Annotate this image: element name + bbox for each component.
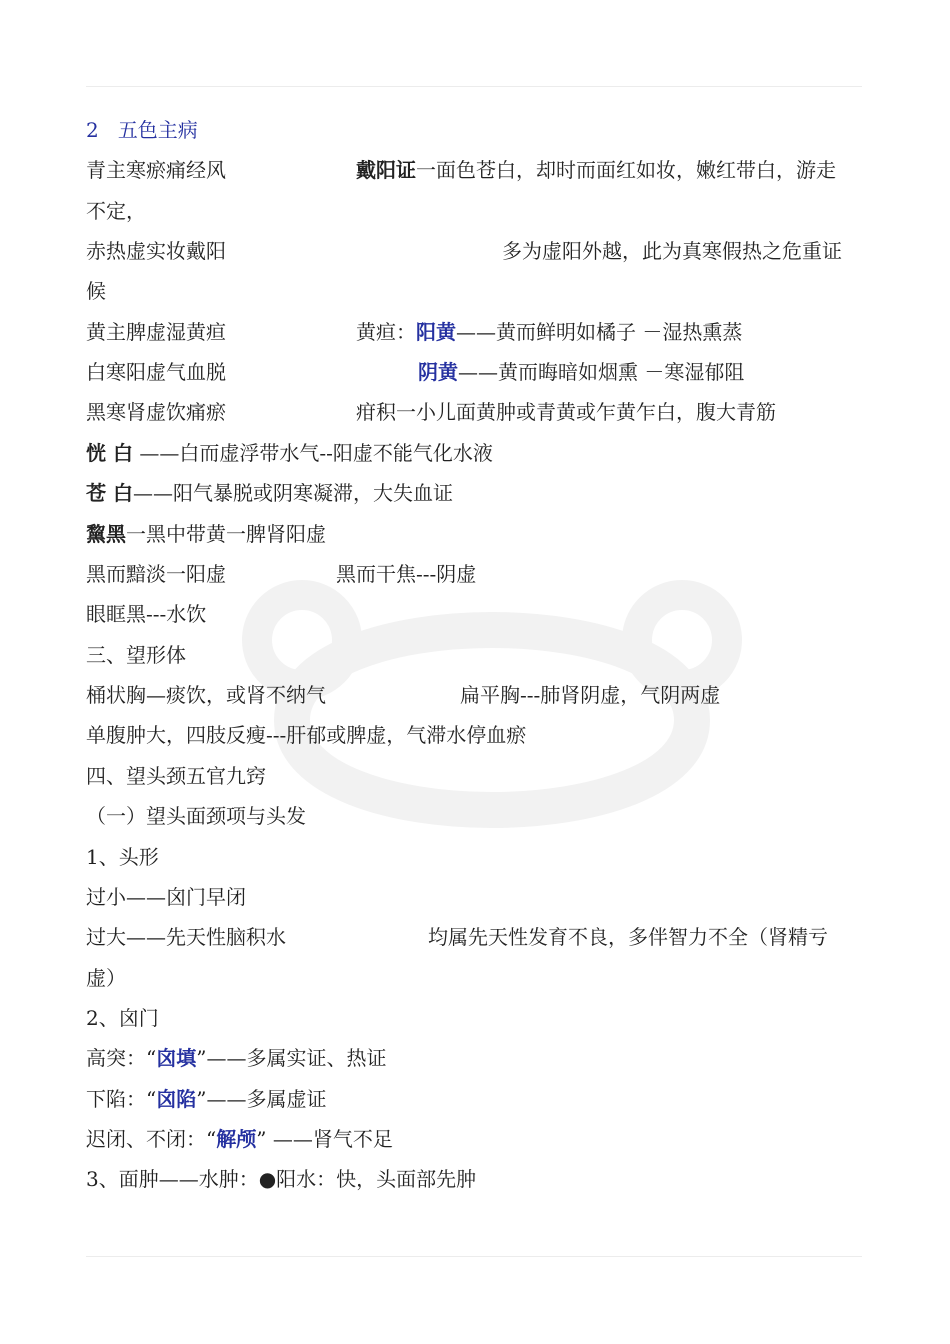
term-definition: ——黄而晦暗如烟熏 －寒湿郁阻: [458, 360, 745, 384]
term-bold: 黧黑: [86, 522, 126, 546]
text-line: 眼眶黑---水饮: [86, 602, 207, 626]
heading: 四、望头颈五官九窍: [86, 764, 266, 788]
mnemonic-text: 白寒阳虚气血脱: [86, 360, 226, 384]
text-line: [86, 320, 743, 344]
text-line: 单腹肿大，四肢反瘦---肝郁或脾虚，气滞水停血瘀: [86, 723, 527, 747]
section-title-text: 五色主病: [117, 118, 198, 142]
text-line: [86, 481, 453, 505]
mnemonic-text: 黑寒肾虚饮痛瘀: [86, 400, 226, 424]
text-line: [86, 1046, 386, 1070]
section-number: 2: [86, 118, 99, 142]
term-bold: 戴阳证: [356, 158, 416, 182]
text-line: [86, 158, 836, 182]
subheading: 2、囟门: [86, 1006, 159, 1030]
term-definition: ——阳气暴脱或阴寒凝滞，大失血证: [132, 481, 453, 505]
note-text: 疳积一小儿面黄肿或青黄或乍黄乍白，腹大青筋: [356, 400, 776, 424]
top-rule: [86, 86, 862, 87]
term-prefix: 迟闭、不闭：“: [86, 1127, 217, 1151]
note-text: 桶状胸—痰饮，或肾不纳气: [86, 683, 326, 707]
term-blue: 阳黄: [416, 320, 456, 344]
term-blue: 解颅: [216, 1127, 257, 1151]
term-definition: ——黄而鲜明如橘子 －湿热熏蒸: [456, 320, 743, 344]
term-definition: ”——多属实证、热证: [196, 1046, 387, 1070]
subheading: （一）望头面颈项与头发: [86, 804, 306, 828]
text-line: 不定，: [86, 199, 146, 223]
term-blue: 囟陷: [156, 1087, 197, 1111]
term-definition: ”——多属虚证: [196, 1087, 327, 1111]
note-text: 黑而干焦---阴虚: [336, 562, 477, 586]
note-text: 过大——先天性脑积水: [86, 925, 286, 949]
term-definition: ” ——肾气不足: [256, 1127, 393, 1151]
mnemonic-text: 黄主脾虚湿黄疸: [86, 320, 226, 344]
mnemonic-text: 青主寒瘀痛经风: [86, 158, 226, 182]
text-line: [86, 1087, 326, 1111]
term-prefix: 下陷：“: [86, 1087, 157, 1111]
note-text: 均属先天性发育不良，多伴智力不全（肾精亏: [428, 925, 828, 949]
text-line: [86, 239, 842, 263]
text-line: [86, 441, 493, 465]
term-prefix: 黄疸：: [356, 320, 416, 344]
term-definition: 一面色苍白，却时而面红如妆，嫩红带白，游走: [416, 158, 836, 182]
heading: 三、望形体: [86, 643, 186, 667]
text-line: [86, 1127, 393, 1151]
term-blue: 囟填: [156, 1046, 197, 1070]
text-line: 候: [86, 279, 106, 303]
mnemonic-text: 赤热虚实妆戴阳: [86, 239, 226, 263]
text-line: [86, 400, 776, 424]
text-line: [86, 683, 721, 707]
note-text: 扁平胸---肺肾阴虚，气阴两虚: [460, 683, 721, 707]
text-line: [86, 562, 477, 586]
term-definition: 一黑中带黄一脾肾阳虚: [126, 522, 326, 546]
term-definition: ——白而虚浮带水气--阳虚不能气化水液: [132, 441, 493, 465]
text-line: 过小——囟门早闭: [86, 885, 246, 909]
note-text: 黑而黯淡一阳虚: [86, 562, 226, 586]
section-title: [86, 118, 198, 142]
text-line: [86, 925, 828, 949]
subheading: 1、头形: [86, 845, 159, 869]
text-line: 虚）: [86, 966, 126, 990]
term-blue: 阴黄: [418, 360, 458, 384]
term-bold: 苍 白: [86, 481, 133, 505]
text-line: 3、面肿——水肿：●阳水：快，头面部先肿: [86, 1167, 477, 1191]
text-line: [86, 360, 745, 384]
term-prefix: 高突：“: [86, 1046, 157, 1070]
text-line: [86, 522, 326, 546]
note-text: 多为虚阳外越，此为真寒假热之危重证: [502, 239, 842, 263]
bottom-rule: [86, 1256, 862, 1257]
term-bold: 恍 白: [86, 441, 133, 465]
